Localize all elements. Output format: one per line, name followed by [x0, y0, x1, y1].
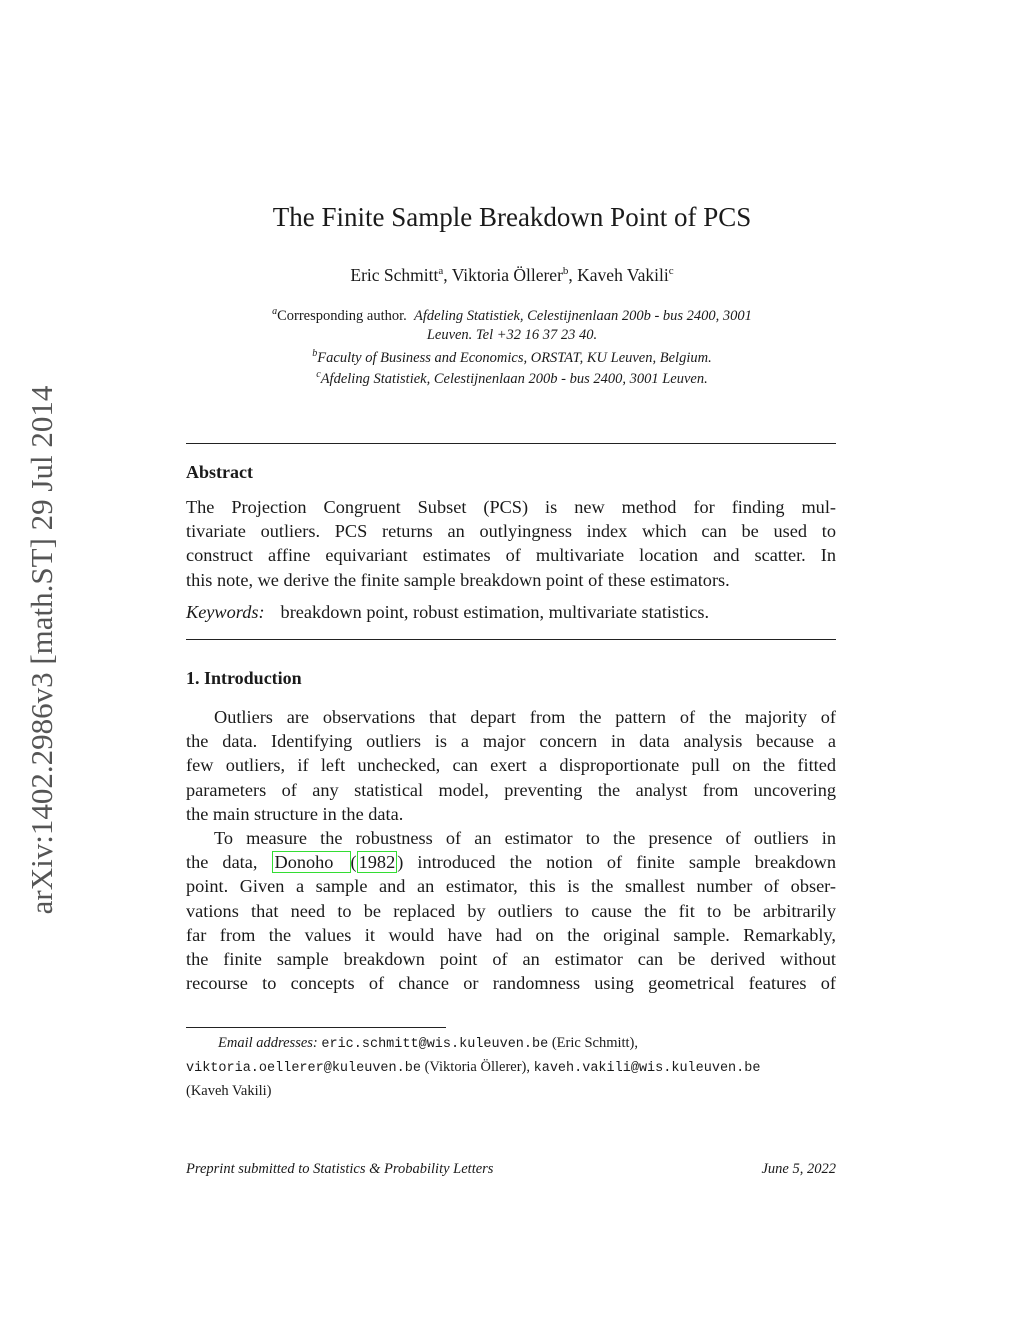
email-link[interactable]: kaveh.vakili@wis.kuleuven.be	[533, 1061, 761, 1076]
citation-link-donoho[interactable]: Donoho	[272, 851, 351, 873]
abstract-body: The Projection Congruent Subset (PCS) is new method for finding mul- tivariate outliers. PCS returns an outlyingness index which can be used to construct affine equivariant estimates of multivariate location and scatter. In this note, we derive the finite sample breakdown point of these estimators.	[186, 497, 836, 590]
intro-paragraph-2: To measure the robustness of an estimator to the presence of outliers in the data, Donoho ( 1982 ) introduced the notion of finite sample breakdown point. Given a sample and an estimator, this is the smallest number of obser- vations that need to be replaced by outliers to cause the fit to be arbitrarily far from the values it would have had on the original sample. Remarkably, the finite sample breakdown point of an estimator can be derived without recourse to concepts of chance or randomness using geometrical features of	[186, 828, 836, 994]
footer-date: June 5, 2022	[761, 1161, 836, 1177]
section-heading-introduction: 1. Introduction	[186, 668, 302, 688]
affiliation-a-cont: Leuven. Tel +32 16 37 23 40.	[426, 327, 598, 343]
divider	[186, 443, 836, 444]
author-mark: c	[668, 265, 674, 278]
keywords-label: Keywords:	[186, 602, 265, 622]
affiliation-b: $^b$Faculty of Business and Economics, ORSTAT, KU Leuven, Belgium.	[312, 348, 712, 366]
email-link[interactable]: viktoria.oellerer@kuleuven.be	[186, 1061, 421, 1076]
abstract-heading: Abstract	[186, 462, 253, 482]
affiliation-a: $^a$Corresponding author. Afdeling Statistiek, Celestijnenlaan 200b - bus 2400, 3001	[272, 306, 752, 324]
author-list: Eric Schmitt$^a$, Viktoria Öllerer$^b$, Kaveh Vakili$^c$	[350, 265, 674, 285]
affiliation-c: $^c$Afdeling Statistiek, Celestijnenlaan 200b - bus 2400, 3001 Leuven.	[316, 369, 708, 387]
footnote-rule	[186, 1027, 446, 1028]
keywords-list: breakdown point, robust estimation, multivariate statistics.	[280, 602, 710, 622]
keywords	[186, 602, 709, 623]
citation-link-year[interactable]: 1982	[358, 852, 396, 873]
arxiv-sidebar-stamp	[19, 355, 65, 945]
author-name: Kaveh Vakili	[577, 265, 669, 285]
author-mark: a	[438, 265, 444, 278]
email-link[interactable]: eric.schmitt@wis.kuleuven.be	[321, 1037, 549, 1052]
author-mark: b	[562, 265, 569, 278]
arxiv-id: arXiv:1402.2986v3 [math.ST] 29 Jul 2014	[24, 385, 59, 915]
author-name: Viktoria Öllerer	[451, 265, 563, 285]
author-name: Eric Schmitt	[350, 265, 439, 285]
intro-paragraph-1: Outliers are observations that depart from the pattern of the majority of the data. Identifying outliers is a major concern in data analysis because a few outliers, if left unchecked, can exert a disproportionate pull on the fitted parameters of any statistical model, preventing the analyst from uncovering the main structure in the data.	[186, 707, 836, 824]
footnote-label: Email addresses:	[218, 1035, 318, 1051]
divider	[186, 639, 836, 640]
paper-title: The Finite Sample Breakdown Point of PCS	[272, 202, 752, 232]
footnote-emails: Email addresses: eric.schmitt@wis.kuleuven.be (Eric Schmitt), viktoria.oellerer@kuleuven.be (Viktoria Öllerer), kaveh.vakili@wis.kuleuven.be (Kaveh Vakili)	[186, 1035, 761, 1099]
footer-preprint-note: Preprint submitted to Statistics & Probability Letters	[186, 1161, 494, 1177]
